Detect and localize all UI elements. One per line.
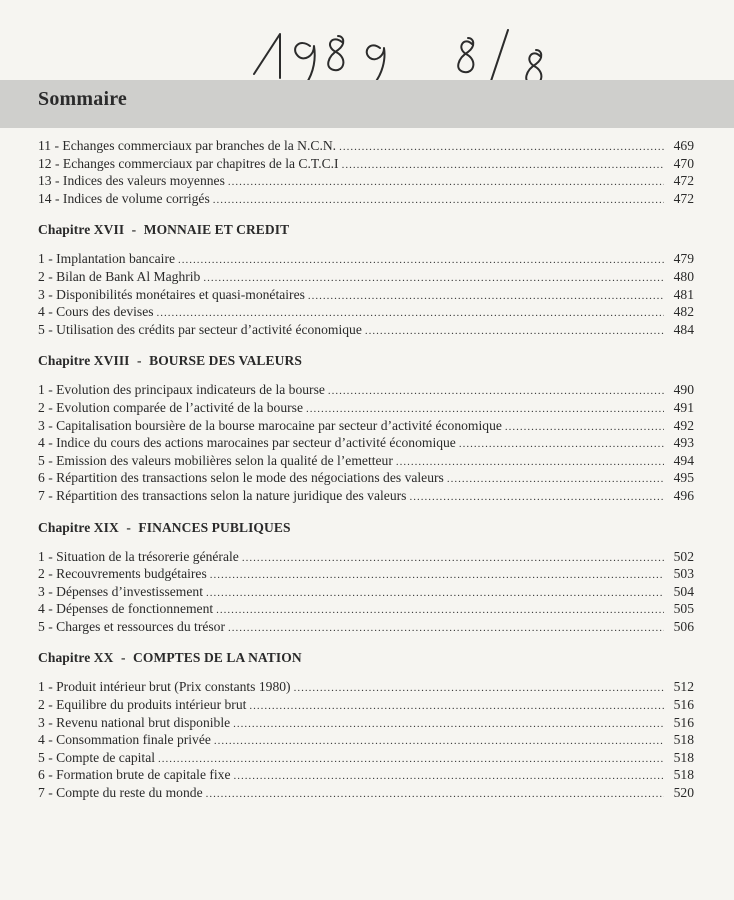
dot-leader (306, 403, 664, 415)
toc-entry-page: 481 (673, 286, 694, 302)
toc-entry-page: 480 (673, 268, 694, 284)
toc-entry-label: 2 - Equilibre du produits intérieur brut (38, 697, 247, 713)
dot-leader (206, 788, 664, 800)
toc-entry-page: 516 (673, 714, 694, 730)
toc-entry-label: 2 - Evolution comparée de l’activité de la bourse (38, 399, 303, 415)
dot-leader (203, 272, 664, 284)
dot-leader (242, 552, 664, 564)
dot-leader (178, 254, 664, 266)
chapter-section (38, 353, 694, 505)
chapter-number: Chapitre XIX (38, 519, 119, 535)
toc-entry[interactable] (38, 470, 694, 488)
toc-entry[interactable] (38, 732, 694, 750)
dot-leader (214, 735, 664, 747)
dot-leader (249, 700, 664, 712)
dot-leader (234, 770, 664, 782)
toc-entry-label: 1 - Produit intérieur brut (Prix constants 1980) (38, 679, 291, 695)
chapter-heading: Chapitre XIX - FINANCES PUBLIQUES (38, 519, 291, 535)
toc-entry-page: 512 (673, 679, 694, 695)
toc-entry-label: 1 - Evolution des principaux indicateurs de la bourse (38, 382, 325, 398)
chapter-section (38, 520, 694, 637)
toc-entry-label: 7 - Répartition des transactions selon la nature juridique des valeurs (38, 487, 407, 503)
toc-entry[interactable] (38, 191, 694, 209)
dot-leader (342, 159, 664, 171)
chapter-number: Chapitre XVII (38, 222, 125, 238)
toc-entry-label: 4 - Cours des devises (38, 304, 154, 320)
toc-entry-page: 493 (673, 435, 694, 451)
toc-entry[interactable] (38, 418, 694, 436)
toc-entry[interactable] (38, 322, 694, 340)
toc-entry[interactable] (38, 750, 694, 768)
toc-entry-page: 469 (673, 138, 694, 153)
dot-leader (308, 290, 664, 302)
toc-entry[interactable] (38, 619, 694, 637)
toc-entry-page: 472 (673, 190, 694, 206)
dot-leader (447, 473, 664, 485)
toc-entry[interactable] (38, 785, 694, 803)
toc-entry[interactable] (38, 156, 694, 174)
chapter-title: BOURSE DES VALEURS (149, 353, 302, 369)
toc-entry-label: 1 - Situation de la trésorerie générale (38, 548, 239, 564)
toc-entry-label: 2 - Bilan de Bank Al Maghrib (38, 268, 201, 284)
chapter-heading: Chapitre XVIII - BOURSE DES VALEURS (38, 353, 302, 369)
toc-entry-label: 4 - Dépenses de fonctionnement (38, 601, 214, 617)
toc-entry[interactable] (38, 715, 694, 733)
dot-leader (365, 325, 664, 337)
toc-entry-label: 6 - Répartition des transactions selon le mode des négociations des valeurs (38, 470, 444, 486)
toc-entry-page: 496 (673, 487, 694, 503)
toc-entry-label: 4 - Indice du cours des actions marocaines par secteur d’activité économique (38, 435, 456, 451)
toc-entry-page: 505 (673, 601, 694, 617)
toc-entry-label: 6 - Formation brute de capitale fixe (38, 767, 231, 783)
page-title: Sommaire (38, 88, 127, 110)
toc-entry-page: 504 (673, 583, 694, 599)
dot-leader (158, 753, 664, 765)
chapter-heading: Chapitre XX - COMPTES DE LA NATION (38, 650, 302, 666)
toc-entry-label: 13 - Indices des valeurs moyennes (38, 173, 225, 189)
toc-entry[interactable] (38, 453, 694, 471)
toc-entry-page: 520 (673, 785, 694, 801)
dot-leader (328, 385, 664, 397)
toc-entry-label: 5 - Emission des valeurs mobilières selon la qualité de l’emetteur (38, 452, 393, 468)
toc-entry-label: 5 - Charges et ressources du trésor (38, 618, 225, 634)
chapter-section (38, 222, 694, 339)
toc-entry[interactable] (38, 382, 694, 400)
toc-entry-label: 3 - Capitalisation boursière de la bourse marocaine par secteur d’activité économique (38, 417, 502, 433)
toc-entry-label: 4 - Consommation finale privée (38, 732, 211, 748)
toc-entry-label: 3 - Revenu national brut disponible (38, 714, 231, 730)
toc-entry-page: 490 (673, 382, 694, 398)
dot-leader (213, 194, 664, 206)
toc-entry-page: 503 (673, 566, 694, 582)
toc-entry-label: 3 - Dépenses d’investissement (38, 583, 203, 599)
chapter-section (38, 650, 694, 802)
chapter-title: FINANCES PUBLIQUES (138, 519, 291, 535)
toc-entry[interactable] (38, 584, 694, 602)
toc-entry-page: 491 (673, 399, 694, 415)
dot-leader (228, 622, 664, 634)
dot-leader (228, 176, 664, 188)
toc-entry[interactable] (38, 549, 694, 567)
toc-entry[interactable] (38, 400, 694, 418)
toc-entry[interactable] (38, 488, 694, 506)
chapter-heading: Chapitre XVII - MONNAIE ET CREDIT (38, 222, 290, 238)
dot-leader (210, 569, 664, 581)
toc-entry-label: 3 - Disponibilités monétaires et quasi-monétaires (38, 286, 305, 302)
toc-entry-page: 494 (673, 452, 694, 468)
dot-leader (505, 421, 664, 433)
toc-entry[interactable] (38, 435, 694, 453)
toc-entry-label: 5 - Compte de capital (38, 749, 156, 765)
toc-entry[interactable] (38, 601, 694, 619)
dot-leader (216, 604, 664, 616)
toc-entry-page: 516 (673, 697, 694, 713)
toc-entry-page: 470 (673, 155, 694, 171)
toc-entry-page: 518 (673, 767, 694, 783)
toc-entry-page: 506 (673, 618, 694, 634)
dot-leader (339, 141, 664, 153)
toc-entry-page: 484 (673, 321, 694, 337)
dot-leader (396, 456, 664, 468)
toc-entry[interactable] (38, 173, 694, 191)
toc-entry-page: 472 (673, 173, 694, 189)
toc-entry[interactable] (38, 304, 694, 322)
dot-leader (233, 718, 664, 730)
toc-entry-page: 518 (673, 732, 694, 748)
dot-leader (206, 587, 664, 599)
toc-entry-page: 479 (673, 251, 694, 267)
dot-leader (157, 307, 664, 319)
dot-leader (409, 491, 664, 503)
toc-entry[interactable] (38, 697, 694, 715)
toc-entry-label: 7 - Compte du reste du monde (38, 785, 203, 801)
toc-entry[interactable] (38, 679, 694, 697)
toc-entry-label: 5 - Utilisation des crédits par secteur d’activité économique (38, 321, 362, 337)
toc-entry[interactable] (38, 251, 694, 269)
toc-entry-label: 14 - Indices de volume corrigés (38, 190, 210, 206)
dot-leader (294, 682, 664, 694)
chapter-title: COMPTES DE LA NATION (133, 650, 302, 666)
toc-entry[interactable] (38, 138, 694, 156)
toc-entry-page: 492 (673, 417, 694, 433)
table-of-contents (38, 138, 694, 803)
toc-entry-label: 12 - Echanges commerciaux par chapitres de la C.T.C.I (38, 155, 339, 171)
toc-entry-page: 502 (673, 548, 694, 564)
toc-entry-page: 482 (673, 304, 694, 320)
toc-entry-page: 495 (673, 470, 694, 486)
dot-leader (459, 438, 664, 450)
header-band (0, 80, 734, 128)
toc-entry[interactable] (38, 767, 694, 785)
chapter-number: Chapitre XVIII (38, 353, 130, 369)
chapter-title: MONNAIE ET CREDIT (143, 222, 290, 238)
toc-entry-label: 1 - Implantation bancaire (38, 251, 176, 267)
toc-entry-label: 11 - Echanges commerciaux par branches de la N.C.N. (38, 138, 337, 153)
toc-entry[interactable] (38, 566, 694, 584)
toc-entry[interactable] (38, 287, 694, 305)
continued-section (38, 138, 694, 208)
chapter-number: Chapitre XX (38, 650, 114, 666)
toc-entry[interactable] (38, 269, 694, 287)
toc-entry-page: 518 (673, 749, 694, 765)
toc-entry-label: 2 - Recouvrements budgétaires (38, 566, 207, 582)
